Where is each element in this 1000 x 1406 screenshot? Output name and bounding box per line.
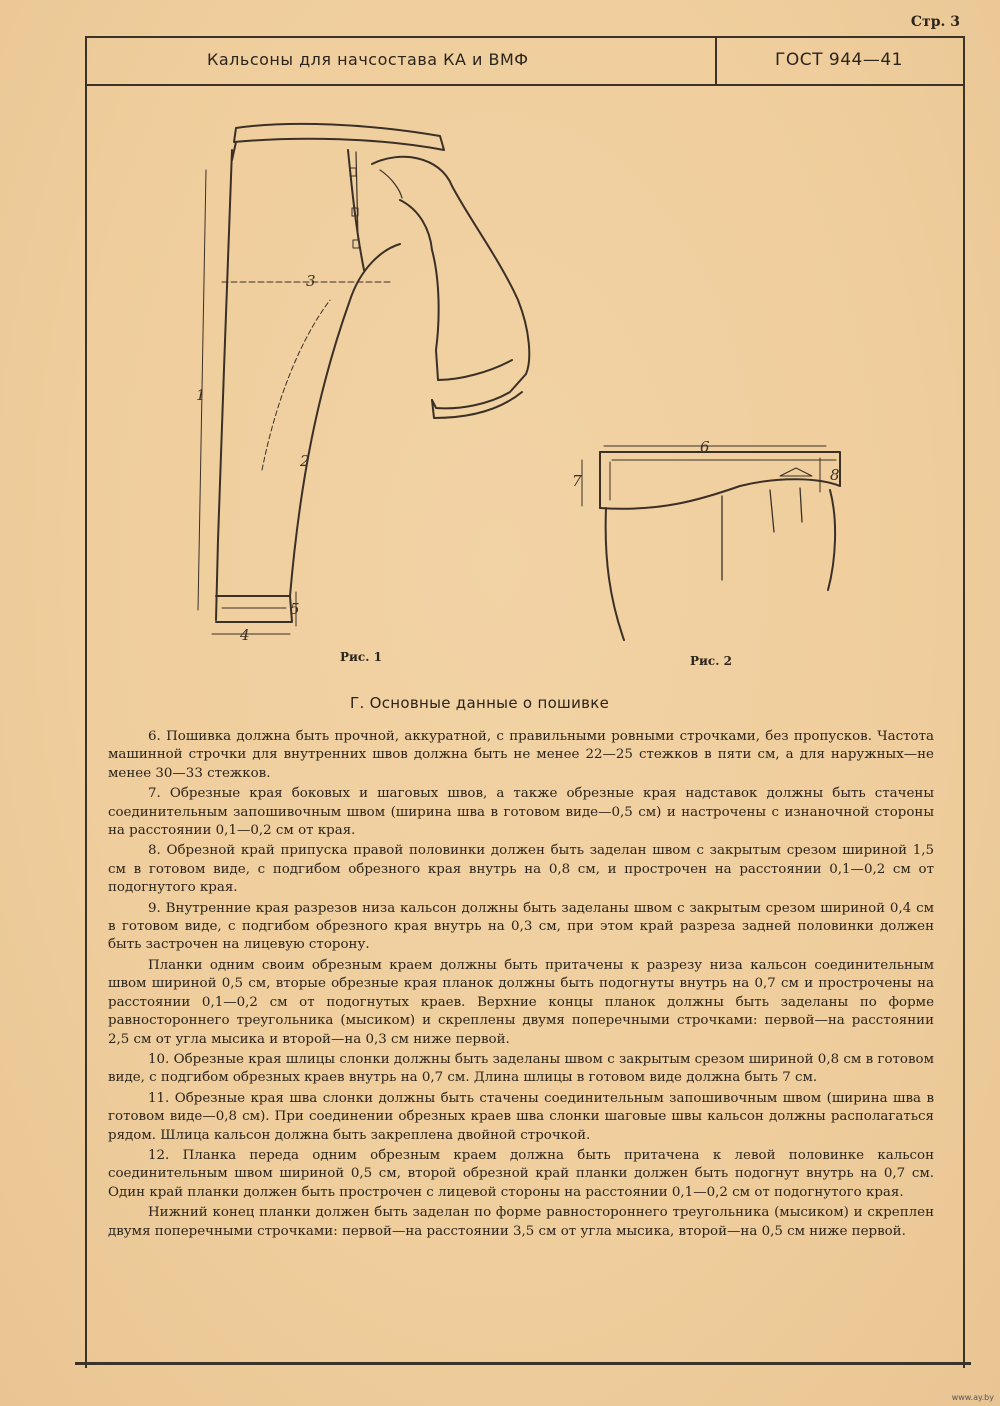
document-body [108,728,934,1243]
paragraph-10: 10. Обрезные края шлицы слонки должны быть заделаны швом с закрытым срезом шириной 0,8 см в готовом виде, с подгибом обрезных краев внутрь на 0,7 см. Длина шлицы в готовом виде должна быть 7 см. [108,1051,934,1086]
fig2-label-7: 7 [572,472,582,490]
paragraph-7: 7. Обрезные края боковых и шаговых швов, а также обрезные края надставок должны быть стачены соединительным запошивочным швом (ширина шва в готовом виде—0,5 см) и настрочены с изнаночной стороны на расстоянии 0,1—0,2 см от края. [108,786,934,839]
fig1-label-2: 2 [300,452,310,470]
paragraph-8: 8. Обрезной край припуска правой половинки должен быть заделан швом с закрытым срезом шириной 1,5 см в готовом виде, с подгибом обрезного края внутрь на 0,8 см, и прострочен на расстоянии 0,1—0,2 см от подогнутого края. [108,843,934,896]
fig1-label-3: 3 [306,272,316,290]
figure-2-caption: Рис. 2 [690,654,732,668]
figures-drawing [0,0,1000,700]
standard-number: ГОСТ 944—41 [775,50,903,70]
fig2-label-8: 8 [830,466,840,484]
bottom-rule [75,1362,971,1365]
watermark: www.ay.by [951,1393,994,1402]
fig1-label-5: 5 [290,600,300,618]
figure-2-cuff [582,446,840,640]
paragraph-6: 6. Пошивка должна быть прочной, аккуратной, с правильными ровными строчками, без пропусков. Частота машинной строчки для внутренних швов должна быть не менее 22—25 стежков в пяти см, а для наружных—не менее 30—33 стежков. [108,729,934,781]
paragraph-9: 9. Внутренние края разрезов низа кальсон должны быть заделаны швом с закрытым срезом шириной 0,4 см в готовом виде, с подгибом обрезного края внутрь на 0,3 см, при этом край разреза задней половинки должен быть застрочен на лицевую сторону. [108,900,934,953]
figure-1-caption: Рис. 1 [340,650,382,664]
paragraph-11: 11. Обрезные края шва слонки должны быть стачены соединительным запошивочным швом (ширина шва в готовом виде—0,8 см). При соединении обрезных краев шва слонки шаговые швы кальсон должны располагаться рядом. Шлица кальсон должна быть закреплена двойной строчкой. [108,1090,934,1143]
page-number: Стр. 3 [910,14,960,30]
fig1-label-4: 4 [240,626,250,644]
paragraph-12: 12. Планка переда одним обрезным краем должна быть притачена к левой половинке кальсон соединительным швом шириной 0,5 см, второй обрезной край планки должен быть подогнут внутрь на 0,7 см. Один край планки должен быть прострочен с лицевой стороны на расстоянии 0,1—0,2 см от подогнутого края. [108,1147,934,1200]
paragraph-9-planks: Планки одним своим обрезным краем должны быть притачены к разрезу низа кальсон соединительным швом шириной 0,5 см, вторые обрезные края планок должны быть подогнуты внутрь на 0,7 см и прострочены на расстоянии 0,1—0,2 см от подогнутых краев. Верхние концы планок должны быть заделаны по форме равностороннего треугольника (мысиком) и скреплены двумя поперечными строчками: первой—на расстоянии 2,5 см от угла мысика и второй—на 0,3 см ниже первой. [108,957,934,1047]
fig1-label-1: 1 [196,386,206,404]
paragraph-12-bottom: Нижний конец планки должен быть заделан по форме равностороннего треугольника (мысиком) и скреплен двумя поперечными строчками: первой—на расстоянии 3,5 см от угла мысика, второй—на 0,5 см ниже первой. [108,1205,934,1239]
fig2-label-6: 6 [700,438,710,456]
section-title: Г. Основные данные о пошивке [350,694,610,712]
figure-1-garment [198,124,529,634]
document-title: Кальсоны для начсостава КА и ВМФ [207,50,529,69]
